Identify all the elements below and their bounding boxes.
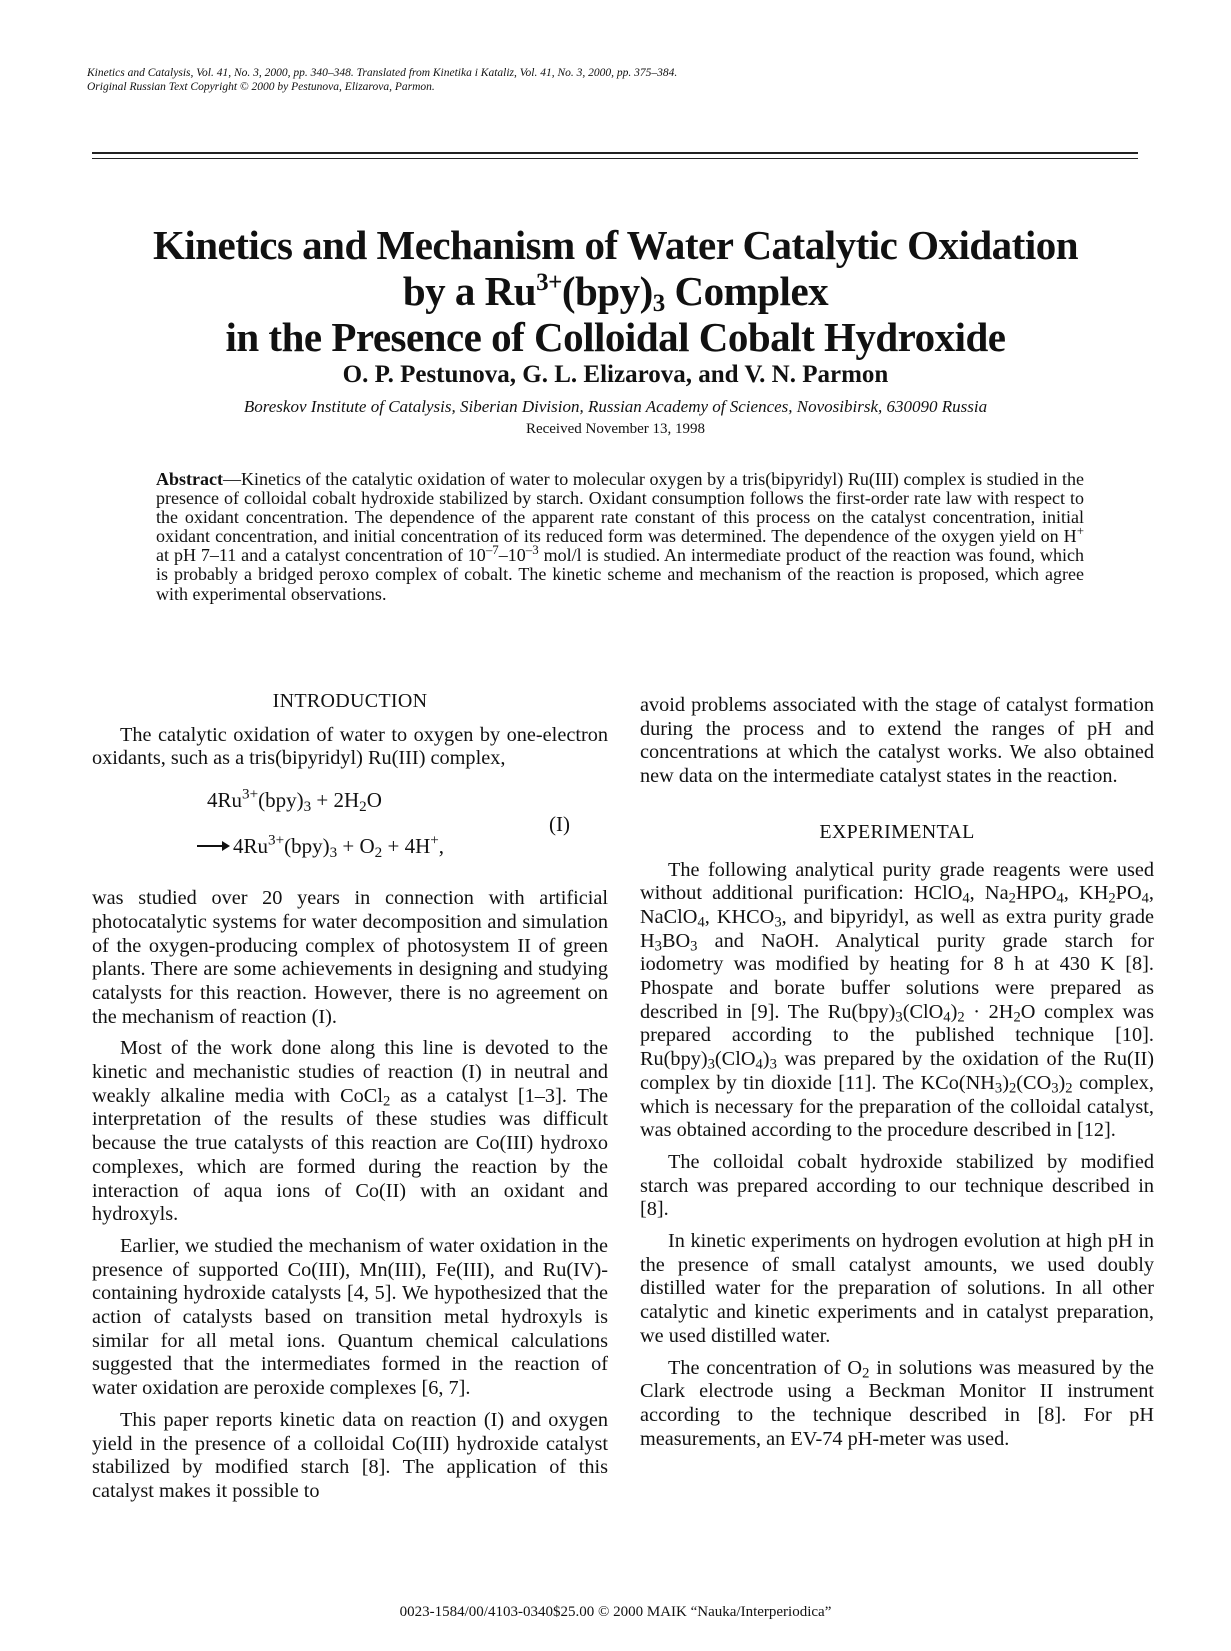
title-line-1: Kinetics and Mechanism of Water Catalytic Oxidation <box>152 222 1079 268</box>
paragraph: was studied over 20 years in connection with artificial photocatalytic systems for water decomposition and simulation of the oxygen-producing complex of photosystem II of green plants. There are some achievements in designing and studying catalysts for this reaction. However, there is no agreement on the mechanism of reaction (I). <box>92 887 608 1028</box>
abstract-label: Abstract <box>156 469 223 489</box>
paragraph: avoid problems associated with the stage of catalyst formation during the process and to extend the ranges of pH and concentrations at which the catalyst works. We also obtained new data on the intermediate catalyst states in the reaction. <box>640 694 1154 788</box>
journal-header <box>87 66 1087 94</box>
paper-title <box>60 222 1171 360</box>
authors: O. P. Pestunova, G. L. Elizarova, and V. N. Parmon <box>342 361 889 388</box>
paragraph: Earlier, we studied the mechanism of water oxidation in the presence of supported Co(III), Mn(III), Fe(III), and Ru(IV)-containing hydroxide catalysts [4, 5]. We hypothesized that the action of catalysts based on transition metal hydroxyls is similar for all metal ions. Quantum chemical calculations suggested that the intermediates formed in the reaction of water oxidation are peroxide complexes [6, 7]. <box>92 1234 608 1400</box>
paragraph: This paper reports kinetic data on reaction (I) and oxygen yield in the presence of a colloidal Co(III) hydroxide catalyst stabilized by modified starch [8]. The application of this catalyst makes it possible to <box>92 1408 608 1502</box>
equation-line-2: $4Ru^{3+}(bpy)_3 + O_2 + 4H^+$, <box>197 835 444 859</box>
journal-citation: Kinetics and Catalysis, Vol. 41, No. 3, 2000, pp. 340–348. Translated from Kinetika i Kataliz, Vol. 41, No. 3, 2000, pp. 375–384. <box>87 67 678 79</box>
title-line-2: by a $Ru^{3+}(bpy)_3$ Complex <box>402 268 829 317</box>
section-heading-experimental: EXPERIMENTAL <box>819 820 975 843</box>
left-column <box>92 690 608 1504</box>
paragraph: Most of the work done along this line is devoted to the kinetic and mechanistic studies of reaction (I) in neutral and weakly alkaline media with CoCl$_2$ as a catalyst [1–3]. The interpretation of the results of these studies was difficult because the true catalysts of this reaction are Co(III) hydroxo complexes, which are formed during the reaction by the interaction of aqua ions of Co(II) with an oxidant and hydroxyls. <box>92 1037 608 1226</box>
paragraph: The following analytical purity grade reagents were used without additional purification: HClO$_4$, $Na_2HPO_4$, $KH_2PO_4$, NaClO$_4$, $KHCO_3$, and bipyridyl, as well as extra purity grade $H_3BO_3$ and NaOH. Analytical purity grade starch for iodometry was modified by heating for 8 h at 430 K [8]. Phospate and borate buffer solutions were prepared as described in [9]. The $Ru(bpy)_3(ClO_4)_2 \cdot 2H_2O$ complex was prepared according to the published technique [10]. $Ru(bpy)_3(ClO_4)_3$ was prepared by the oxidation of the Ru(II) complex by tin dioxide [11]. The $KCo(NH_3)_2(CO_3)_2$ complex, which is necessary for the preparation of the colloidal catalyst, was obtained according to the procedure described in [12]. <box>640 858 1155 1142</box>
equation-line-1: $4Ru^{3+}(bpy)_3 + 2H_2O$ <box>207 786 382 815</box>
paragraph: The colloidal cobalt hydroxide stabilized by modified starch was prepared according to our technique described in [8]. <box>640 1150 1154 1221</box>
paragraph: In kinetic experiments on hydrogen evolution at high pH in the presence of small catalyst amounts, we used doubly distilled water for the preparation of solutions. In all other catalytic and kinetic experiments and in catalyst preparation, we used distilled water. <box>640 1230 1154 1347</box>
title-line-3: in the Presence of Colloidal Cobalt Hydroxide <box>225 314 1006 360</box>
header-rule-thick <box>92 152 1138 154</box>
paragraph: The concentration of $O_2$ in solutions was measured by the Clark electrode using a Beckman Monitor II instrument according to the technique described in [8]. For pH measurements, an EV-74 pH-meter was used. <box>640 1356 1154 1450</box>
paragraph: The catalytic oxidation of water to oxygen by one-electron oxidants, such as a tris(bipyridyl) Ru(III) complex, <box>92 723 608 770</box>
affiliation: Boreskov Institute of Catalysis, Siberian Division, Russian Academy of Sciences, Novosibirsk, 630090 Russia <box>243 397 988 416</box>
right-column <box>640 694 1154 1451</box>
page-footer: 0023-1584/00/4103-0340$25.00 © 2000 MAIK “Nauka/Interperiodica” <box>399 1604 832 1620</box>
received-date: Received November 13, 1998 <box>525 421 706 437</box>
section-heading-introduction: INTRODUCTION <box>272 690 428 712</box>
abstract: Abstract—Kinetics of the catalytic oxidation of water to molecular oxygen by a tris(bipyridyl) Ru(III) complex is studied in the presence of colloidal cobalt hydroxide stabilized by starch. Oxidant consumption follows the first-order rate law with respect to the oxidant concentration. The dependence of the apparent rate constant of this process on the catalyst concentration, initial oxidant concentration, and initial concentration of its reduced form was determined. The dependence of the oxygen yield on H+ at pH 7–11 and a catalyst concentration of $10^{-7}-10^{-3}$ mol/l is studied. An intermediate product of the reaction was found, which is probably a bridged peroxo complex of cobalt. The kinetic scheme and mechanism of the reaction is proposed, which agree with experimental observations. <box>156 469 1084 604</box>
copyright-line: Original Russian Text Copyright © 2000 by Pestunova, Elizarova, Parmon. <box>87 81 435 93</box>
equation-number: (I) <box>549 812 570 837</box>
reaction-arrow-icon <box>197 845 227 847</box>
equation-I <box>92 783 608 879</box>
header-rule-thin <box>92 158 1138 159</box>
